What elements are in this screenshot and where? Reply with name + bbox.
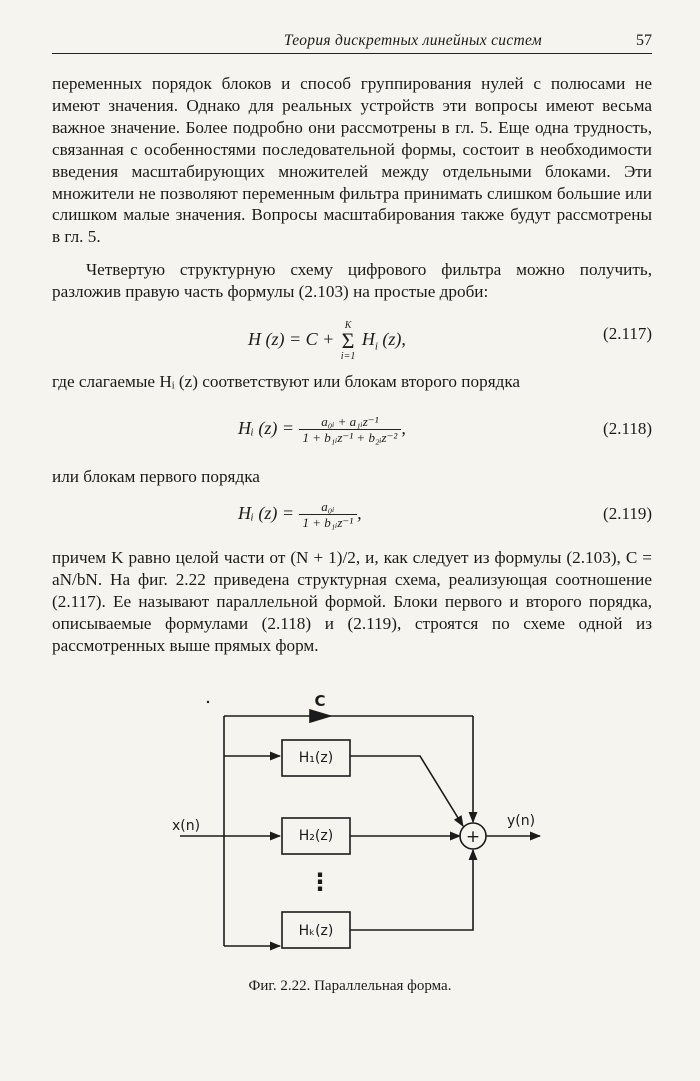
paragraph-5: причем K равно целой части от (N + 1)/2, и, как следует из формулы (2.103), C = aN/bN. На фиг. 2.22 приведена структурная схема, реализующая соотношение (2.117). Ее называют параллельной формой. Блоки первого и второго порядка, описываемые формулами (2.118) и (2.119), строятся по схеме одной из рассмотренных выше прямых форм. — [52, 548, 652, 655]
numerator: a₀ᵢ + a₁ᵢz⁻¹ — [299, 414, 402, 430]
fraction — [299, 414, 402, 446]
paragraph-4: или блокам первого порядка — [52, 467, 260, 486]
equation-2-119 — [52, 494, 652, 534]
paragraph-3: где слагаемые Hᵢ (z) соответствуют или блокам второго порядка — [52, 372, 521, 391]
equation-number: (2.118) — [603, 419, 652, 438]
sum-lower-limit: i=1 — [340, 351, 356, 362]
equation-number: (2.119) — [603, 504, 652, 523]
block-hk-label: Hₖ(z) — [298, 923, 334, 939]
branch-k-out — [350, 850, 473, 930]
eq1-term-sub: i — [374, 340, 378, 353]
eq2-tail: , — [401, 418, 406, 439]
equation-2-117-formula — [248, 320, 406, 362]
equation-2-119-formula — [238, 499, 362, 531]
fraction — [299, 499, 358, 531]
equation-2-117 — [52, 313, 652, 362]
eq3-tail: , — [357, 503, 362, 524]
parallel-form-diagram — [160, 690, 550, 970]
eq3-lhs: Hᵢ (z) = — [238, 503, 294, 524]
adder-symbol: + — [465, 827, 481, 847]
running-header — [52, 30, 652, 54]
denominator: 1 + b₁ᵢz⁻¹ + b₂ᵢz⁻² — [302, 430, 398, 445]
equation-number: (2.117) — [603, 324, 652, 343]
denominator: 1 + b₁ᵢz⁻¹ — [302, 515, 354, 530]
equation-2-118-formula — [238, 414, 406, 446]
page-number: 57 — [636, 32, 652, 49]
sum-upper-limit: K — [344, 320, 352, 331]
top-left-dot — [207, 701, 209, 703]
sum-operator — [341, 320, 356, 362]
block-h1-label: H₁(z) — [298, 750, 334, 766]
eq1-term: H — [361, 329, 375, 350]
figure-caption: Фиг. 2.22. Параллельная форма. — [248, 978, 452, 994]
eq2-lhs: Hᵢ (z) = — [238, 418, 294, 439]
input-label: x(n) — [172, 818, 201, 834]
sum-symbol: Σ — [341, 328, 355, 353]
paragraph-2: Четвертую структурную схему цифрового фильтра можно получить, разложив правую часть формулы (2.103) на простые дроби: — [52, 260, 652, 301]
equation-2-118 — [52, 409, 652, 449]
ellipsis-dots: ⋮ — [308, 868, 332, 896]
gain-triangle — [310, 710, 330, 722]
block-h2-label: H₂(z) — [298, 828, 334, 844]
gain-label: C — [314, 692, 326, 710]
branch-1-out — [350, 756, 463, 826]
output-label: y(n) — [507, 813, 536, 829]
eq1-term-arg: (z), — [377, 329, 406, 350]
header-rule — [52, 53, 652, 54]
running-title: Теория дискретных линейных систем — [283, 32, 542, 49]
numerator: a₀ᵢ — [299, 499, 358, 515]
paragraph-1: переменных порядок блоков и способ группирования нулей с полюсами не имеют значения. Однако для реальных устройств эти вопросы имеют весьма важное значение. Более подробно они рассмотрены в гл. 5. Еще одна трудность, связанная с особенностями последовательной формы, состоит в необходимости введения масштабирующих множителей между отдельными блоками. Эти множители не позволяют переменным фильтра принимать слишком большие или слишком малые значения. Вопросы масштабирования также будут рассмотрены в гл. 5. — [52, 74, 652, 247]
eq1-lhs: H (z) = C + — [248, 329, 335, 350]
